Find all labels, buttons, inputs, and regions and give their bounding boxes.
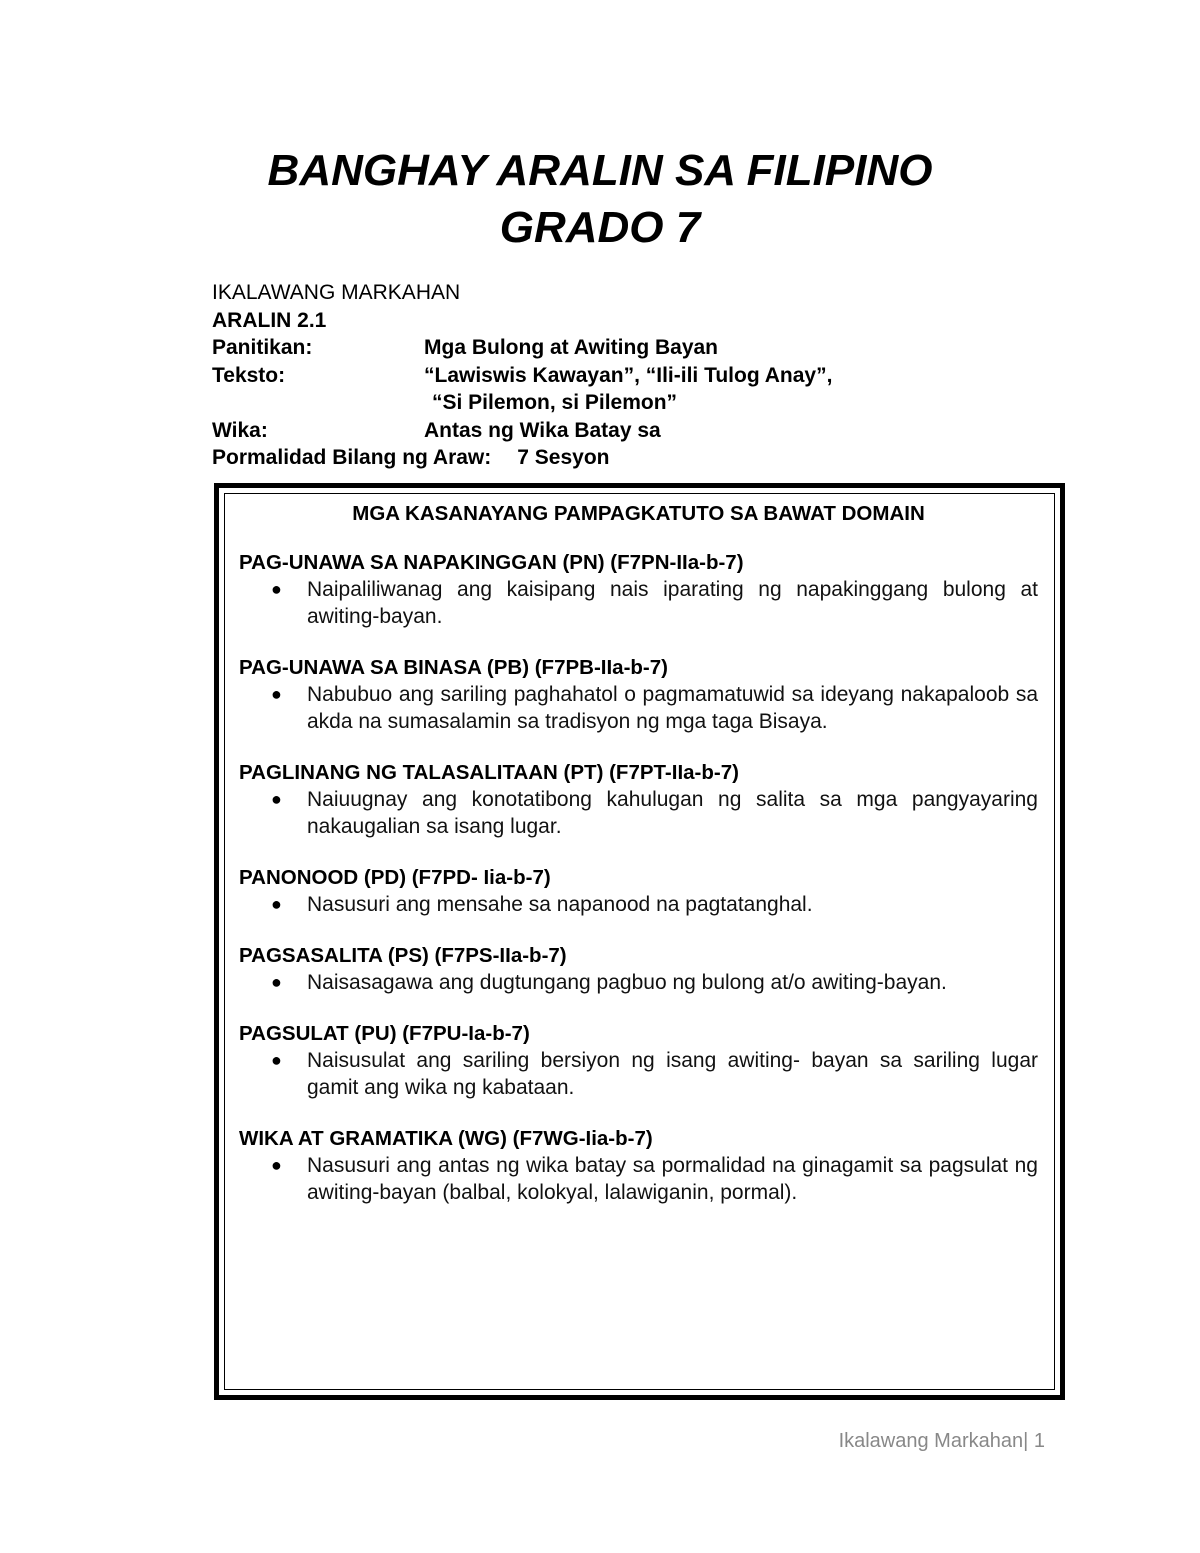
list-item — [239, 681, 1038, 735]
bullet-icon: ● — [271, 1050, 282, 1070]
wika-label: Wika: — [212, 418, 268, 442]
wika-value: Antas ng Wika Batay sa — [424, 418, 661, 442]
pormalidad-label: Pormalidad Bilang ng Araw: — [212, 446, 492, 469]
header-row-wika — [212, 417, 1012, 445]
list-item — [239, 891, 1038, 918]
list-item — [239, 969, 1038, 996]
domain-competency-text: Naipaliliwanag ang kaisipang nais iparating ng napakinggang bulong at awiting-bayan. — [307, 578, 1038, 628]
header-row-pormalidad — [212, 444, 1012, 472]
page-footer: Ikalawang Markahan| 1 — [838, 1430, 1045, 1452]
domain-competency-text: Nasusuri ang antas ng wika batay sa pormalidad na ginagamit sa pagsulat ng awiting-bayan (balbal, kolokyal, lalawiganin, pormal). — [307, 1154, 1038, 1204]
document-title: BANGHAY ARALIN SA FILIPINO — [267, 146, 933, 195]
domain-title: WIKA AT GRAMATIKA (WG) (F7WG-Iia-b-7) — [239, 1127, 653, 1150]
header-row-teksto-cont — [212, 389, 1012, 417]
domain-title: PANONOOD (PD) (F7PD- Iia-b-7) — [239, 866, 551, 889]
competencies-box — [239, 500, 1038, 1230]
header-row-teksto — [212, 362, 1012, 390]
competencies-heading: MGA KASANAYANG PAMPAGKATUTO SA BAWAT DOMAIN — [352, 502, 925, 525]
teksto-value-line2: “Si Pilemon, si Pilemon” — [432, 391, 678, 414]
list-item — [239, 576, 1038, 630]
panitikan-label: Panitikan: — [212, 336, 313, 359]
bullet-icon: ● — [271, 579, 282, 599]
domain-wg — [239, 1125, 1038, 1206]
lesson-header — [212, 279, 1012, 472]
domain-pt — [239, 759, 1038, 840]
domain-competency-text: Naisusulat ang sariling bersiyon ng isang awiting- bayan sa sariling lugar gamit ang wika ng kabataan. — [307, 1049, 1038, 1099]
bullet-icon: ● — [271, 1155, 282, 1175]
aralin-text: ARALIN 2.1 — [212, 308, 327, 332]
bullet-icon: ● — [271, 684, 282, 704]
teksto-label: Teksto: — [212, 363, 286, 387]
list-item — [239, 786, 1038, 840]
domain-title: PAGLINANG NG TALASALITAAN (PT) (F7PT-IIa-b-7) — [239, 761, 739, 784]
domain-title: PAG-UNAWA SA BINASA (PB) (F7PB-IIa-b-7) — [239, 656, 668, 679]
domain-pu — [239, 1020, 1038, 1101]
domain-competency-text: Naisasagawa ang dugtungang pagbuo ng bulong at/o awiting-bayan. — [307, 971, 947, 994]
domain-competency-text: Nasusuri ang mensahe sa napanood na pagtatanghal. — [307, 893, 813, 916]
bullet-icon: ● — [271, 972, 282, 992]
domain-competency-text: Naiuugnay ang konotatibong kahulugan ng salita sa mga pangyayaring nakaugalian sa isang lugar. — [307, 788, 1038, 838]
bullet-icon: ● — [271, 789, 282, 809]
pormalidad-value: 7 Sesyon — [517, 446, 610, 469]
bullet-icon: ● — [271, 894, 282, 914]
panitikan-value: Mga Bulong at Awiting Bayan — [424, 336, 719, 359]
document-subtitle-grade: GRADO 7 — [499, 203, 701, 252]
list-item — [239, 1152, 1038, 1206]
teksto-value-line1: “Lawiswis Kawayan”, “Ili-ili Tulog Anay”, — [424, 363, 833, 387]
domain-ps — [239, 942, 1038, 996]
domain-competency-text: Nabubuo ang sariling paghahatol o pagmamatuwid sa ideyang nakapaloob sa akda na sumasalamin sa tradisyon ng mga taga Bisaya. — [307, 683, 1038, 733]
header-row-panitikan — [212, 334, 1012, 362]
domain-title: PAGSULAT (PU) (F7PU-Ia-b-7) — [239, 1022, 530, 1045]
domain-pd — [239, 864, 1038, 918]
markahan-text: IKALAWANG MARKAHAN — [212, 281, 461, 304]
domain-pn — [239, 549, 1038, 630]
header-row-aralin — [212, 307, 1012, 335]
domain-pb — [239, 654, 1038, 735]
domain-title: PAGSASALITA (PS) (F7PS-IIa-b-7) — [239, 944, 567, 967]
header-row-markahan — [212, 279, 1012, 307]
domain-title: PAG-UNAWA SA NAPAKINGGAN (PN) (F7PN-IIa-b-7) — [239, 551, 744, 574]
list-item — [239, 1047, 1038, 1101]
